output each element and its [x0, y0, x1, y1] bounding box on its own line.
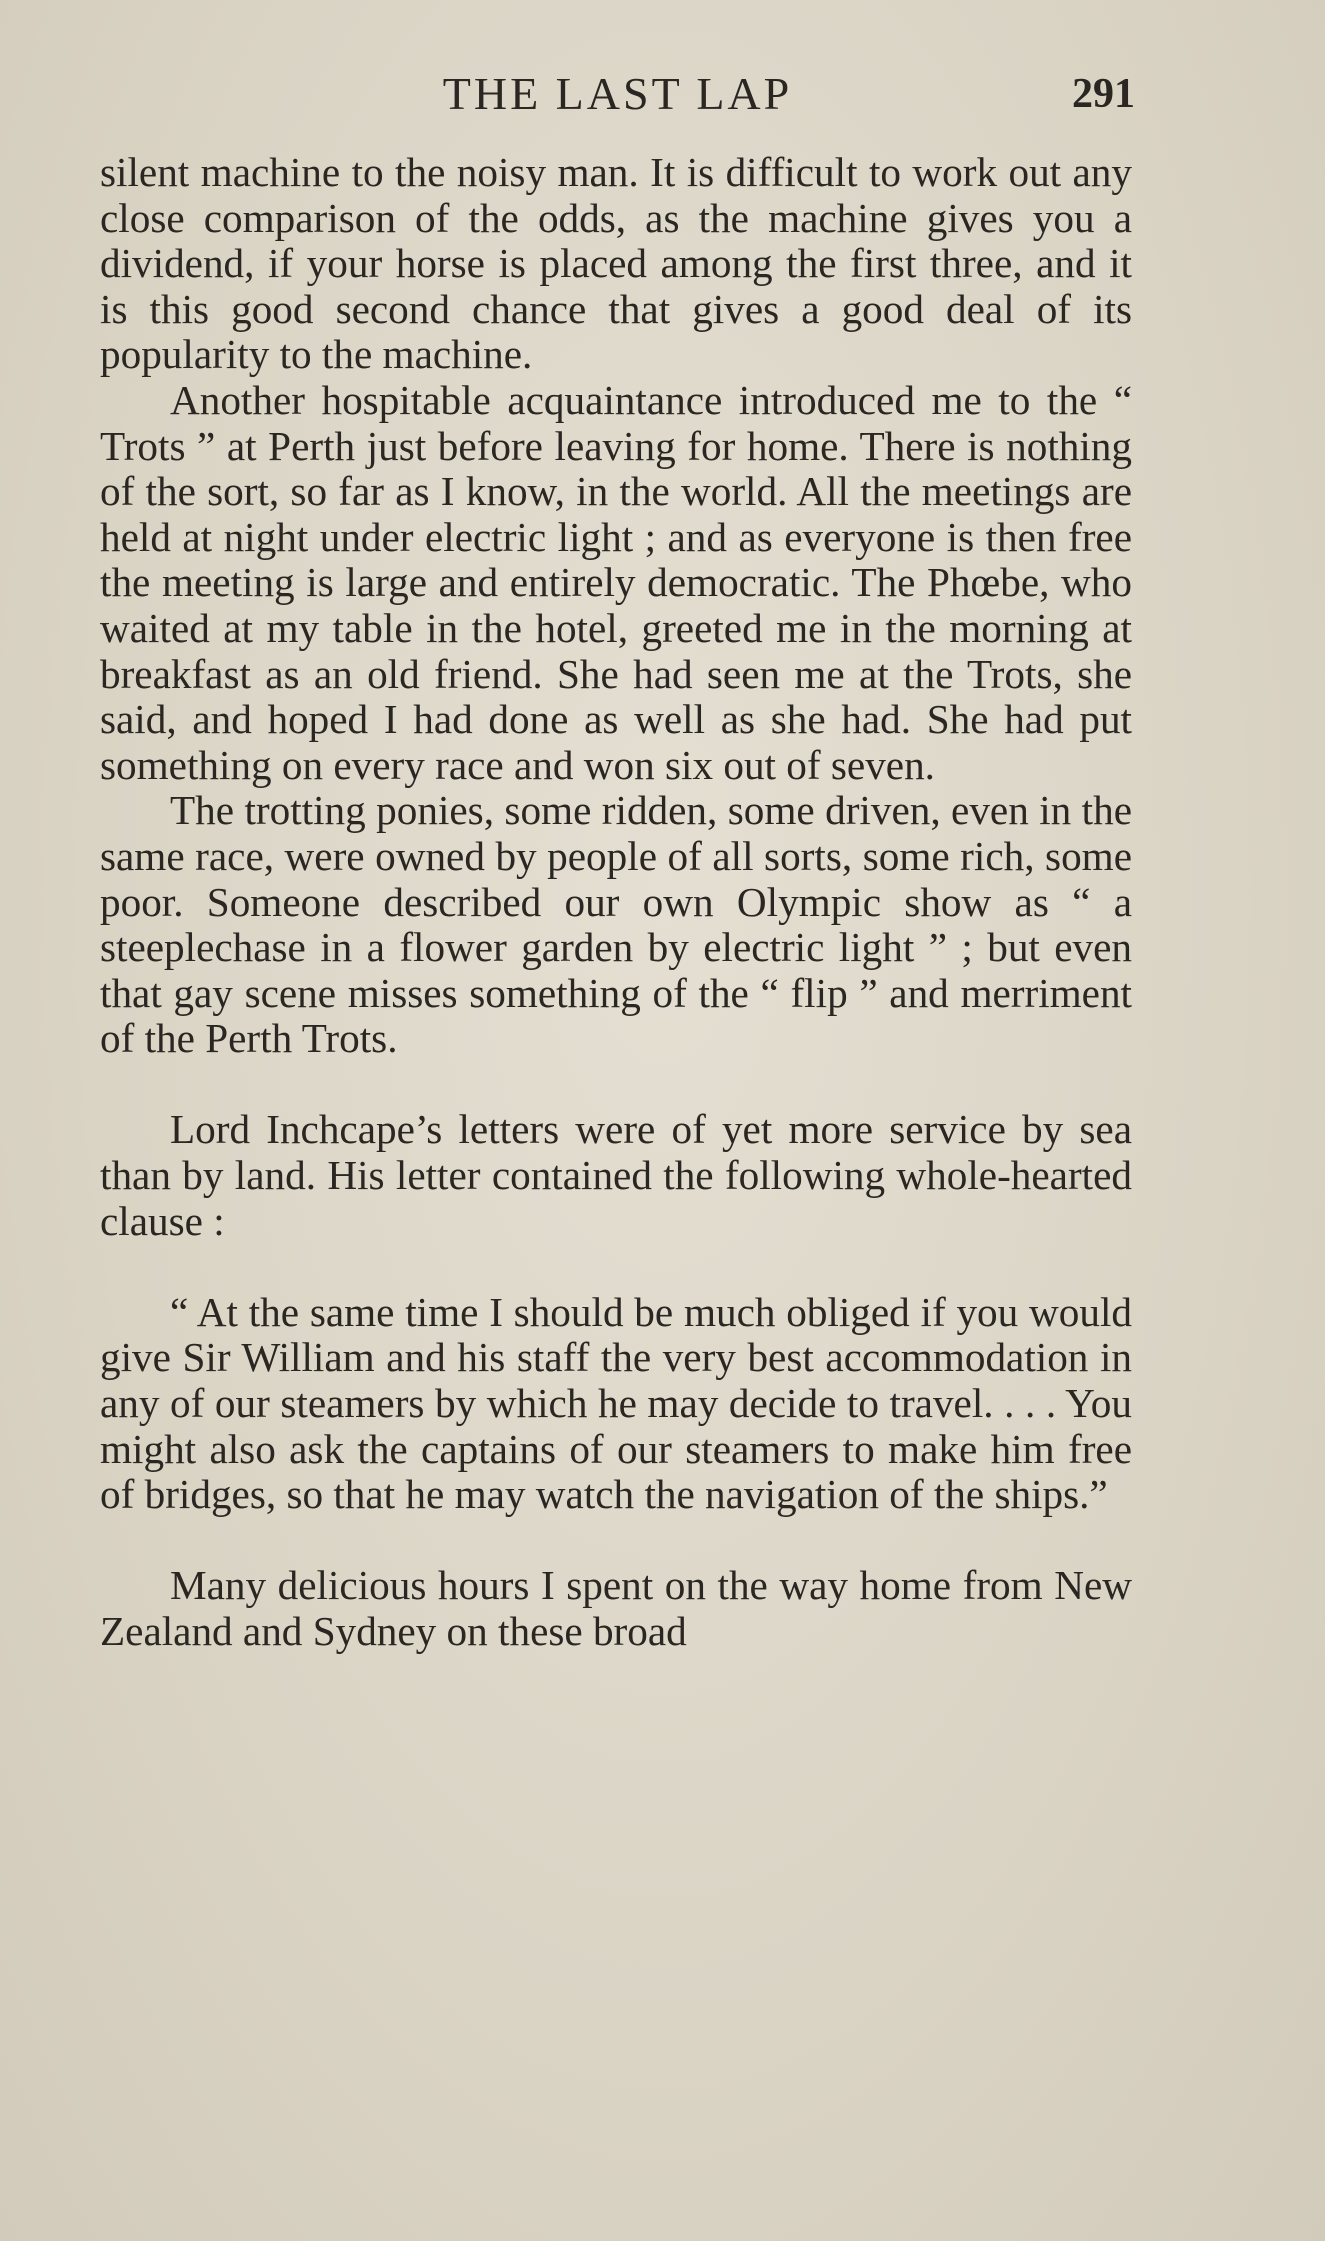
quoted-letter-clause: “ At the same time I should be much obliged if you would give Sir William and his staff the very best accommodation in any of our steamers by which he may decide to travel. . . . You might also ask the captains of our steamers to make him free of bridges, so that he may watch the navigation of the ships.”	[100, 1288, 1132, 1518]
running-title: THE LAST LAP	[442, 68, 793, 119]
paragraph-continuation: silent machine to the noisy man. It is difficult to work out any close comparison of the odds, as the machine gives you a dividend, if your horse is placed among the first three, and it is this good second chance that gives a good deal of its popularity to the machine.	[100, 149, 1132, 378]
body-text	[100, 150, 1132, 1655]
paragraph-voyage-home: Many delicious hours I spent on the way home from New Zealand and Sydney on these broad	[100, 1562, 1132, 1654]
page-number: 291	[1072, 71, 1135, 117]
page-header	[100, 66, 1135, 122]
paragraph-trots-intro: Another hospitable acquaintance introduced me to the “ Trots ” at Perth just before leaving for home. There is nothing of the sort, so far as I know, in the world. All the meetings are held at night under electric light ; and as everyone is then free the meeting is large and entirely democratic. The Phœbe, who waited at my table in the hotel, greeted me in the morning at breakfast as an old friend. She had seen me at the Trots, she said, and hoped I had done as well as she had. She had put something on every race and won six out of seven.	[100, 376, 1132, 788]
paragraph-inchcape-letters: Lord Inchcape’s letters were of yet more service by sea than by land. His letter contained the following whole-hearted clause :	[100, 1106, 1132, 1244]
paragraph-trotting-ponies: The trotting ponies, some ridden, some driven, even in the same race, were owned by people of all sorts, some rich, some poor. Someone described our own Olympic show as “ a steeplechase in a flower garden by electric light ” ; but even that gay scene misses something of the “ flip ” and merriment of the Perth Trots.	[100, 787, 1132, 1062]
